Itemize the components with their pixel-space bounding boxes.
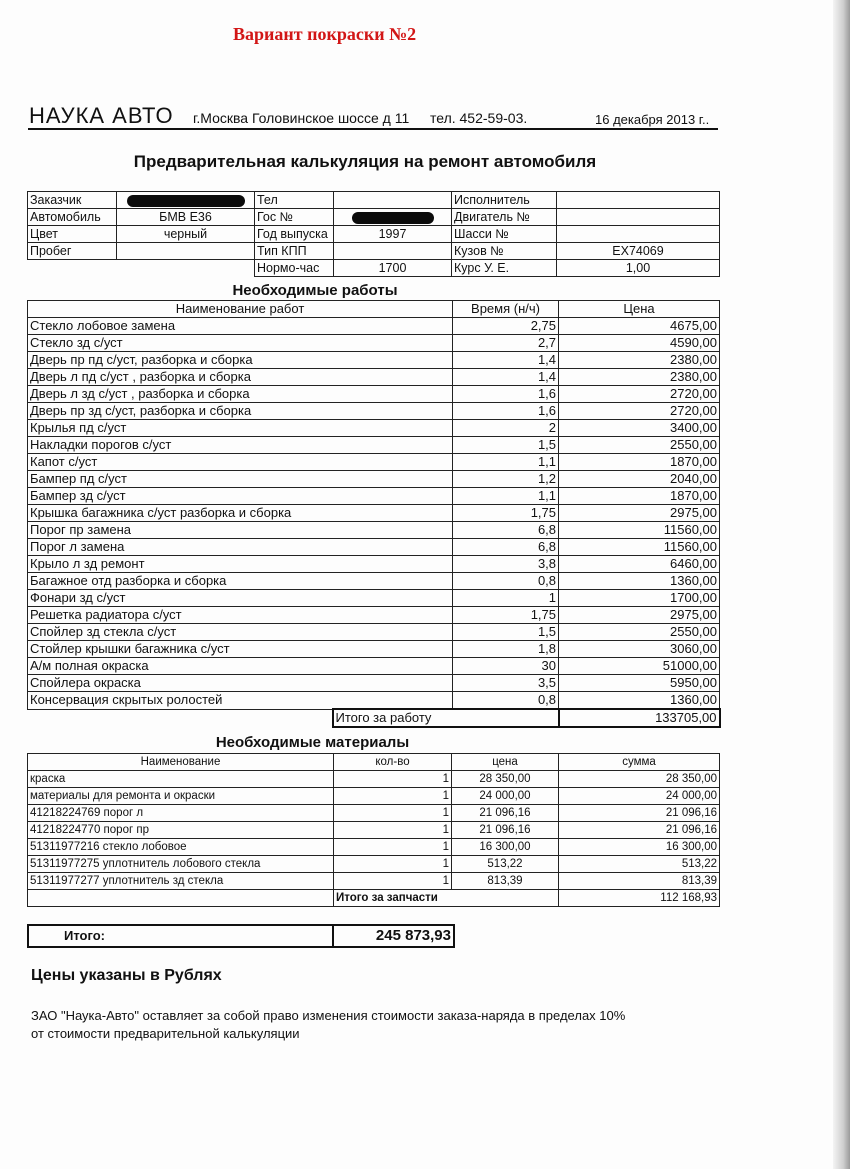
work-time: 0,8 [453,692,559,710]
materials-header-sum: сумма [559,754,720,771]
table-row [28,658,720,675]
material-qty: 1 [334,839,452,856]
work-time: 0,8 [453,573,559,590]
material-qty: 1 [334,856,452,873]
works-total-value: 133705,00 [559,709,720,727]
material-name: материалы для ремонта и окраски [28,788,334,805]
work-price: 2550,00 [559,437,720,454]
table-row [28,839,720,856]
work-time: 2 [453,420,559,437]
work-time: 1,6 [453,386,559,403]
material-sum: 513,22 [559,856,720,873]
grand-total-row [28,925,454,947]
material-name: 41218224770 порог пр [28,822,334,839]
work-name: Крышка багажника с/уст разборка и сборка [28,505,453,522]
material-name: 41218224769 порог л [28,805,334,822]
currency-note: Цены указаны в Рублях [31,967,222,984]
work-name: Фонари зд с/уст [28,590,453,607]
table-row [28,573,720,590]
work-price: 3060,00 [559,641,720,658]
grand-total-table [27,924,455,948]
work-time: 30 [453,658,559,675]
material-sum: 28 350,00 [559,771,720,788]
mileage-value [117,243,255,260]
works-header-price: Цена [559,301,720,318]
redaction-mark [127,195,245,207]
norm-hour-label: Нормо-час [255,260,334,277]
material-price: 513,22 [452,856,559,873]
tel-label: Тел [255,192,334,209]
works-table [27,300,721,728]
material-price: 21 096,16 [452,822,559,839]
materials-section-title: Необходимые материалы [215,734,410,751]
table-row [28,873,720,890]
engine-label: Двигатель № [452,209,557,226]
tel-value [334,192,452,209]
materials-header-name: Наименование [28,754,334,771]
materials-total-label: Итого за запчасти [334,890,559,907]
table-row [28,335,720,352]
work-time: 6,8 [453,539,559,556]
work-name: Порог пр замена [28,522,453,539]
info-empty-cell [117,260,255,277]
executor-label: Исполнитель [452,192,557,209]
work-name: Багажное отд разборка и сборка [28,573,453,590]
material-sum: 21 096,16 [559,822,720,839]
work-name: Накладки порогов с/уст [28,437,453,454]
work-price: 2975,00 [559,607,720,624]
work-time: 1,4 [453,352,559,369]
work-price: 2720,00 [559,386,720,403]
material-name: 51311977277 уплотнитель зд стекла [28,873,334,890]
materials-body [28,771,720,890]
chassis-label: Шасси № [452,226,557,243]
header-rule [28,128,718,130]
table-row [28,420,720,437]
work-price: 1360,00 [559,573,720,590]
color-value: черный [117,226,255,243]
work-time: 2,7 [453,335,559,352]
work-price: 11560,00 [559,522,720,539]
materials-header-qty: кол-во [334,754,452,771]
work-name: Решетка радиатора с/уст [28,607,453,624]
table-row [28,822,720,839]
info-row [28,260,720,277]
plate-label: Гос № [255,209,334,226]
table-row [28,539,720,556]
work-price: 2550,00 [559,624,720,641]
work-time: 3,8 [453,556,559,573]
info-row [28,192,720,209]
table-row [28,641,720,658]
work-time: 1,5 [453,437,559,454]
work-name: Порог л замена [28,539,453,556]
table-row [28,471,720,488]
work-name: Дверь л зд с/уст , разборка и сборка [28,386,453,403]
material-price: 21 096,16 [452,805,559,822]
work-name: Стойлер крышки багажника с/уст [28,641,453,658]
info-row [28,209,720,226]
work-price: 1870,00 [559,454,720,471]
color-label: Цвет [28,226,117,243]
work-time: 3,5 [453,675,559,692]
material-sum: 16 300,00 [559,839,720,856]
work-time: 1 [453,590,559,607]
material-qty: 1 [334,873,452,890]
company-phone: тел. 452-59-03. [430,110,528,126]
work-name: Стекло лобовое замена [28,318,453,335]
document-date: 16 декабря 2013 г.. [595,112,710,127]
table-row [28,607,720,624]
material-qty: 1 [334,805,452,822]
customer-label: Заказчик [28,192,117,209]
works-header-row [28,301,720,318]
material-price: 28 350,00 [452,771,559,788]
work-time: 1,1 [453,488,559,505]
work-name: Дверь пр зд с/уст, разборка и сборка [28,403,453,420]
material-price: 16 300,00 [452,839,559,856]
disclaimer-line: ЗАО "Наука-Авто" оставляет за собой право изменения стоимости заказа-наряда в пределах 10% [31,1008,626,1023]
material-price: 24 000,00 [452,788,559,805]
work-time: 1,75 [453,505,559,522]
works-section-title: Необходимые работы [232,282,398,299]
redaction-mark [352,212,434,224]
table-row [28,318,720,335]
work-name: Спойлера окраска [28,675,453,692]
work-price: 2720,00 [559,403,720,420]
work-name: Капот с/уст [28,454,453,471]
work-name: Крылья пд с/уст [28,420,453,437]
work-price: 2040,00 [559,471,720,488]
material-name: 51311977275 уплотнитель лобового стекла [28,856,334,873]
material-qty: 1 [334,822,452,839]
table-row [28,369,720,386]
work-price: 2975,00 [559,505,720,522]
car-value: БМВ Е36 [117,209,255,226]
plate-value [334,209,452,226]
year-label: Год выпуска [255,226,334,243]
works-total-row [28,709,720,727]
table-row [28,505,720,522]
grand-total-value: 245 873,93 [333,925,454,947]
material-sum: 21 096,16 [559,805,720,822]
company-name: НАУКА АВТО [29,103,174,128]
work-price: 1360,00 [559,692,720,710]
table-row [28,556,720,573]
work-price: 2380,00 [559,369,720,386]
work-price: 1700,00 [559,590,720,607]
table-row [28,771,720,788]
materials-total-spacer [28,890,334,907]
rate-label: Курс У. Е. [452,260,557,277]
year-value: 1997 [334,226,452,243]
works-total-spacer [28,709,333,727]
document-title: Предварительная калькуляция на ремонт автомобиля [133,152,597,171]
table-row [28,805,720,822]
material-sum: 24 000,00 [559,788,720,805]
work-time: 1,2 [453,471,559,488]
work-time: 1,4 [453,369,559,386]
work-time: 6,8 [453,522,559,539]
work-time: 2,75 [453,318,559,335]
variant-title: Вариант покраски №2 [233,24,417,44]
car-label: Автомобиль [28,209,117,226]
works-total-label: Итого за работу [333,709,559,727]
work-price: 5950,00 [559,675,720,692]
works-body [28,318,720,710]
gearbox-label: Тип КПП [255,243,334,260]
disclaimer-line: от стоимости предварительной калькуляции [31,1026,300,1041]
table-row [28,590,720,607]
grand-total-label: Итого: [28,925,333,947]
material-qty: 1 [334,771,452,788]
work-price: 51000,00 [559,658,720,675]
material-name: 51311977216 стекло лобовое [28,839,334,856]
info-row [28,226,720,243]
vehicle-info-table [27,191,720,277]
table-row [28,454,720,471]
table-row [28,856,720,873]
material-sum: 813,39 [559,873,720,890]
work-time: 1,75 [453,607,559,624]
work-time: 1,6 [453,403,559,420]
engine-value [557,209,720,226]
work-time: 1,5 [453,624,559,641]
scan-edge-shadow [833,0,850,1169]
work-price: 11560,00 [559,539,720,556]
material-price: 813,39 [452,873,559,890]
work-time: 1,1 [453,454,559,471]
gearbox-value [334,243,452,260]
table-row [28,624,720,641]
material-name: краска [28,771,334,788]
work-name: Спойлер зд стекла с/уст [28,624,453,641]
work-price: 4675,00 [559,318,720,335]
work-name: Крыло л зд ремонт [28,556,453,573]
work-price: 6460,00 [559,556,720,573]
table-row [28,386,720,403]
table-row [28,403,720,420]
chassis-value [557,226,720,243]
norm-hour-value: 1700 [334,260,452,277]
works-header-name: Наименование работ [28,301,453,318]
work-name: Стекло зд с/уст [28,335,453,352]
table-row [28,352,720,369]
rate-value: 1,00 [557,260,720,277]
customer-value [117,192,255,209]
work-name: Бампер зд с/уст [28,488,453,505]
info-row [28,243,720,260]
table-row [28,522,720,539]
info-empty-cell [28,260,117,277]
work-name: Консервация скрытых ролостей [28,692,453,710]
table-row [28,788,720,805]
table-row [28,488,720,505]
works-header-time: Время (н/ч) [453,301,559,318]
work-name: Дверь л пд с/уст , разборка и сборка [28,369,453,386]
company-address: г.Москва Головинское шоссе д 11 [193,110,410,126]
work-name: Дверь пр пд с/уст, разборка и сборка [28,352,453,369]
work-time: 1,8 [453,641,559,658]
work-name: Бампер пд с/уст [28,471,453,488]
disclaimer [31,1007,731,1043]
work-name: А/м полная окраска [28,658,453,675]
body-value: EX74069 [557,243,720,260]
materials-total-value: 112 168,93 [559,890,720,907]
body-label: Кузов № [452,243,557,260]
table-row [28,675,720,692]
table-row [28,437,720,454]
work-price: 1870,00 [559,488,720,505]
materials-table [27,753,720,907]
work-price: 4590,00 [559,335,720,352]
work-price: 3400,00 [559,420,720,437]
mileage-label: Пробег [28,243,117,260]
materials-header-price: цена [452,754,559,771]
table-row [28,692,720,710]
work-price: 2380,00 [559,352,720,369]
material-qty: 1 [334,788,452,805]
executor-value [557,192,720,209]
materials-total-row [28,890,720,907]
materials-header-row [28,754,720,771]
